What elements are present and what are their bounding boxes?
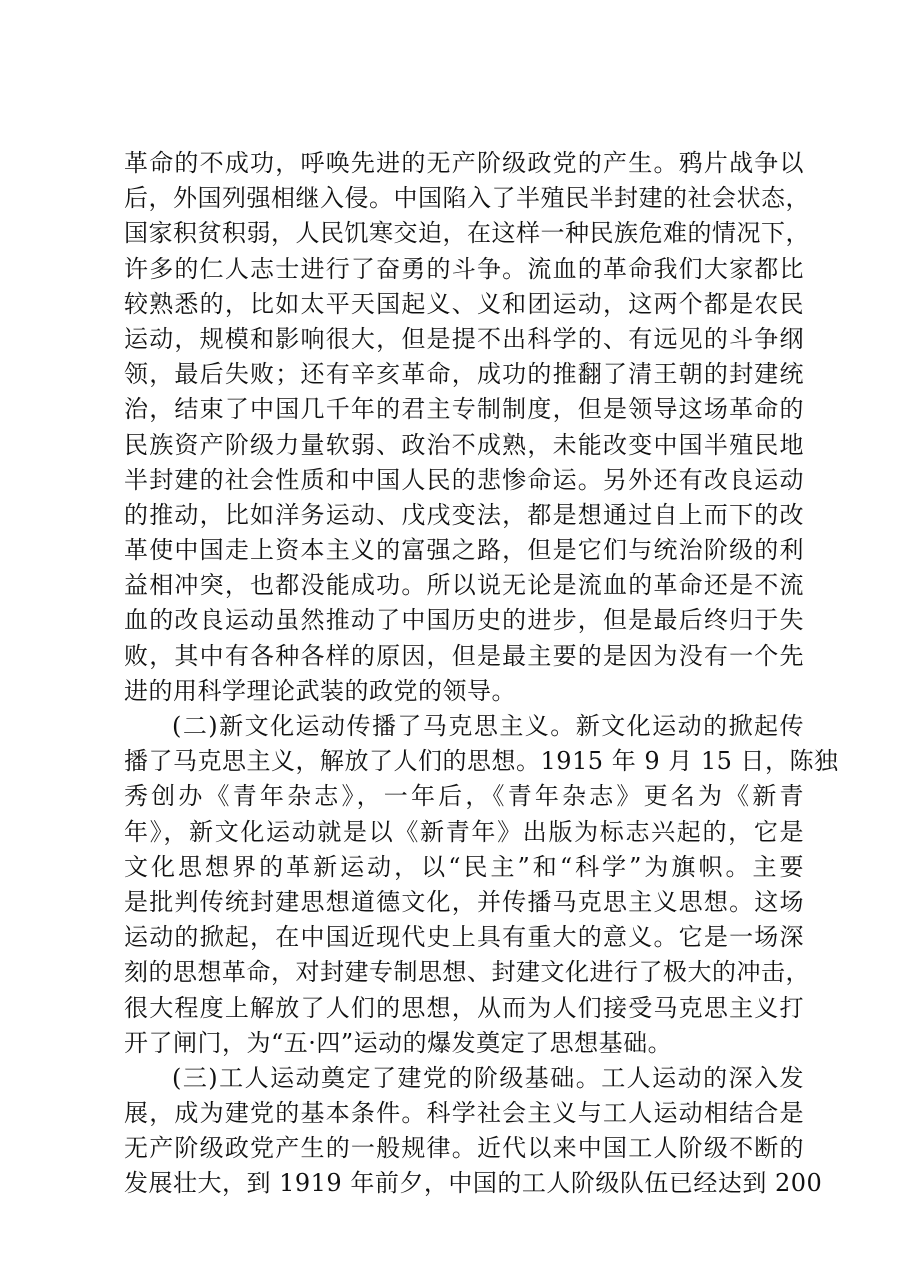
text-line: 年》，新文化运动就是以《新青年》出版为标志兴起的，它是 xyxy=(124,817,804,846)
paragraph xyxy=(124,146,810,709)
text-line: 的推动，比如洋务运动、戊戌变法，都是想通过自上而下的改 xyxy=(124,500,804,529)
text-line: 半封建的社会性质和中国人民的悲惨命运。另外还有改良运动 xyxy=(124,465,804,494)
text-line: 益相冲突，也都没能成功。所以说无论是流血的革命还是不流 xyxy=(124,571,804,600)
text-line: 文化思想界的革新运动，以“民主”和“科学”为旗帜。主要 xyxy=(124,852,804,881)
text-line: 领，最后失败；还有辛亥革命，成功的推翻了清王朝的封建统 xyxy=(124,360,804,389)
text-line: 民族资产阶级力量软弱、政治不成熟，未能改变中国半殖民地 xyxy=(124,430,804,459)
text-line: (二)新文化运动传播了马克思主义。新文化运动的掀起传 xyxy=(172,712,804,740)
text-line: 开了闸门，为“五·四”运动的爆发奠定了思想基础。 xyxy=(124,1028,673,1057)
text-line: 革命的不成功，呼唤先进的无产阶级政党的产生。鸦片战争以 xyxy=(124,149,804,177)
text-line: 刻的思想革命，对封建专制思想、封建文化进行了极大的冲击， xyxy=(124,958,810,987)
text-line: 运动，规模和影响很大，但是提不出科学的、有远见的斗争纲 xyxy=(124,324,804,353)
text-line: 国家积贫积弱，人民饥寒交迫，在这样一种民族危难的情况下， xyxy=(124,219,810,248)
text-line: 血的改良运动虽然推动了中国历史的进步，但是最后终归于失 xyxy=(124,606,804,635)
text-line: 运动的掀起，在中国近现代史上具有重大的意义。它是一场深 xyxy=(124,923,804,952)
text-line: 较熟悉的，比如太平天国起义、义和团运动，这两个都是农民 xyxy=(124,289,804,318)
text-line: 治，结束了中国几千年的君主专制制度，但是领导这场革命的 xyxy=(124,395,804,424)
text-line: 许多的仁人志士进行了奋勇的斗争。流血的革命我们大家都比 xyxy=(124,254,804,283)
paragraph xyxy=(124,709,839,1061)
text-line: 播了马克思主义，解放了人们的思想。1915 年 9 月 15 日，陈独 xyxy=(124,747,839,776)
text-line: 革使中国走上资本主义的富强之路，但是它们与统治阶级的利 xyxy=(124,536,804,565)
text-line: 进的用科学理论武装的政党的领导。 xyxy=(124,676,516,705)
text-line: 后，外国列强相继入侵。中国陷入了半殖民半封建的社会状态， xyxy=(124,184,810,213)
text-line: (三)工人运动奠定了建党的阶级基础。工人运动的深入发 xyxy=(172,1063,804,1092)
text-line: 发展壮大，到 1919 年前夕，中国的工人阶级队伍已经达到 200 xyxy=(124,1169,823,1198)
text-line: 很大程度上解放了人们的思想，从而为人们接受马克思主义打 xyxy=(124,993,804,1022)
text-line: 是批判传统封建思想道德文化，并传播马克思主义思想。这场 xyxy=(124,887,804,916)
text-line: 败，其中有各种各样的原因，但是最主要的是因为没有一个先 xyxy=(124,641,804,670)
paragraph xyxy=(124,1061,823,1202)
text-line: 无产阶级政党产生的一般规律。近代以来中国工人阶级不断的 xyxy=(124,1134,804,1163)
text-line: 秀创办《青年杂志》，一年后，《青年杂志》更名为《新青 xyxy=(124,782,804,811)
text-line: 展，成为建党的基本条件。科学社会主义与工人运动相结合是 xyxy=(124,1099,804,1128)
document-body xyxy=(124,146,839,1202)
